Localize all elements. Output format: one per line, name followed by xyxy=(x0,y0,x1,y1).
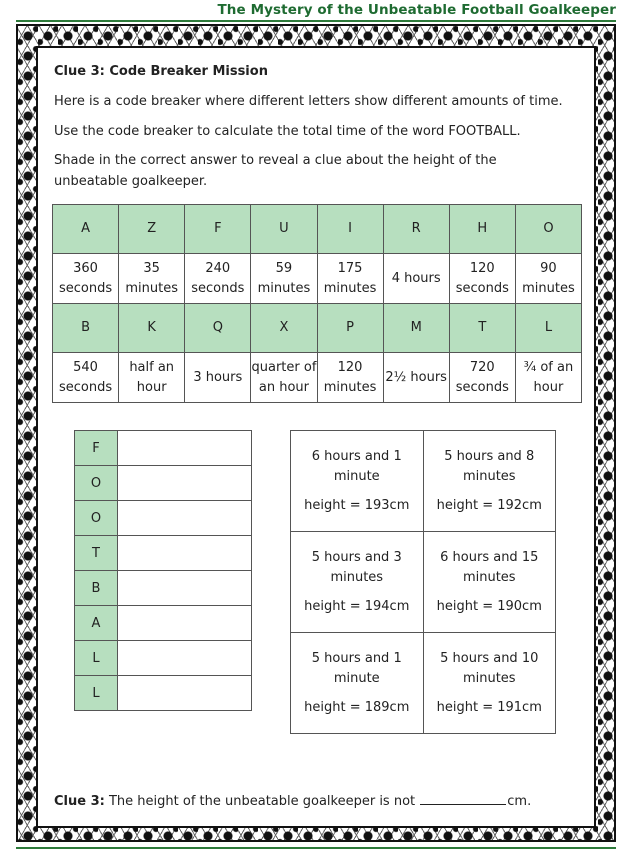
answer-height: height = 193cm xyxy=(304,497,410,513)
bottom-clue-unit: cm. xyxy=(507,794,532,809)
code-value: 240 seconds xyxy=(185,254,251,304)
time-answer-cell[interactable] xyxy=(118,571,252,606)
code-value: 3 hours xyxy=(185,353,251,403)
code-value: 4 hours xyxy=(383,254,449,304)
answer-height: height = 190cm xyxy=(436,598,542,614)
word-letter: L xyxy=(75,641,118,676)
answer-time: 5 hours and 8 minutes xyxy=(444,448,535,484)
header-divider xyxy=(16,20,616,22)
code-value: 120 minutes xyxy=(317,353,383,403)
code-value: 175 minutes xyxy=(317,254,383,304)
word-letter: L xyxy=(75,676,118,711)
code-letter: O xyxy=(515,205,581,254)
answer-options-grid xyxy=(290,430,556,734)
answer-blank-line[interactable] xyxy=(420,804,506,805)
word-letter: T xyxy=(75,536,118,571)
word-letter: B xyxy=(75,571,118,606)
time-answer-cell[interactable] xyxy=(118,606,252,641)
clue-heading: Clue 3: Code Breaker Mission xyxy=(54,64,268,79)
code-value: ¾ of an hour xyxy=(515,353,581,403)
code-letter: F xyxy=(185,205,251,254)
instruction-paragraph-2: Use the code breaker to calculate the total time of the word FOOTBALL. xyxy=(54,124,521,139)
word-row xyxy=(75,466,252,501)
answer-option[interactable] xyxy=(423,532,556,633)
word-letter: O xyxy=(75,466,118,501)
answer-option[interactable] xyxy=(291,633,424,734)
answer-option[interactable] xyxy=(423,431,556,532)
code-value: 720 seconds xyxy=(449,353,515,403)
code-letter: R xyxy=(383,205,449,254)
answer-time: 5 hours and 10 minutes xyxy=(440,650,539,686)
footer-divider xyxy=(16,847,616,849)
code-letter: K xyxy=(119,304,185,353)
code-value: 120 seconds xyxy=(449,254,515,304)
code-letter: M xyxy=(383,304,449,353)
code-value: 35 minutes xyxy=(119,254,185,304)
code-value: 2½ hours xyxy=(383,353,449,403)
code-value: quarter of an hour xyxy=(251,353,317,403)
word-row xyxy=(75,641,252,676)
code-letter-row xyxy=(53,205,582,254)
football-word-table xyxy=(74,430,252,711)
time-answer-cell[interactable] xyxy=(118,676,252,711)
code-value: 540 seconds xyxy=(53,353,119,403)
time-answer-cell[interactable] xyxy=(118,536,252,571)
code-letter: Z xyxy=(119,205,185,254)
instruction-paragraph-1: Here is a code breaker where different letters show different amounts of time. xyxy=(54,94,563,109)
bottom-clue-sentence xyxy=(54,794,531,809)
bottom-clue-label: Clue 3: xyxy=(54,794,105,809)
word-letter: A xyxy=(75,606,118,641)
answer-height: height = 192cm xyxy=(436,497,542,513)
time-answer-cell[interactable] xyxy=(118,431,252,466)
word-row xyxy=(75,571,252,606)
code-letter: T xyxy=(449,304,515,353)
code-letter-row xyxy=(53,304,582,353)
time-answer-cell[interactable] xyxy=(118,466,252,501)
instruction-paragraph-3: Shade in the correct answer to reveal a clue about the height of the unbeatable goalkeeper. xyxy=(54,153,497,189)
code-breaker-table xyxy=(52,204,582,403)
code-value-row xyxy=(53,254,582,304)
code-value: 90 minutes xyxy=(515,254,581,304)
answer-height: height = 189cm xyxy=(304,699,410,715)
word-row xyxy=(75,676,252,711)
code-letter: P xyxy=(317,304,383,353)
code-letter: L xyxy=(515,304,581,353)
code-letter: A xyxy=(53,205,119,254)
word-letter: F xyxy=(75,431,118,466)
code-value: half an hour xyxy=(119,353,185,403)
code-letter: I xyxy=(317,205,383,254)
bottom-clue-text: The height of the unbeatable goalkeeper is not xyxy=(108,794,416,809)
answer-option[interactable] xyxy=(423,633,556,734)
answer-height: height = 191cm xyxy=(436,699,542,715)
code-letter: Q xyxy=(185,304,251,353)
answer-time: 6 hours and 1 minute xyxy=(311,448,402,484)
answer-time: 6 hours and 15 minutes xyxy=(440,549,539,585)
answer-option[interactable] xyxy=(291,532,424,633)
time-answer-cell[interactable] xyxy=(118,641,252,676)
code-value: 360 seconds xyxy=(53,254,119,304)
answer-height: height = 194cm xyxy=(304,598,410,614)
answer-option[interactable] xyxy=(291,431,424,532)
code-letter: U xyxy=(251,205,317,254)
word-row xyxy=(75,431,252,466)
answer-time: 5 hours and 1 minute xyxy=(311,650,402,686)
code-value: 59 minutes xyxy=(251,254,317,304)
word-row xyxy=(75,536,252,571)
code-letter: B xyxy=(53,304,119,353)
time-answer-cell[interactable] xyxy=(118,501,252,536)
code-value-row xyxy=(53,353,582,403)
word-row xyxy=(75,606,252,641)
worksheet-title: The Mystery of the Unbeatable Football Goalkeeper xyxy=(217,2,616,18)
word-row xyxy=(75,501,252,536)
answer-time: 5 hours and 3 minutes xyxy=(311,549,402,585)
word-letter: O xyxy=(75,501,118,536)
code-letter: X xyxy=(251,304,317,353)
code-letter: H xyxy=(449,205,515,254)
